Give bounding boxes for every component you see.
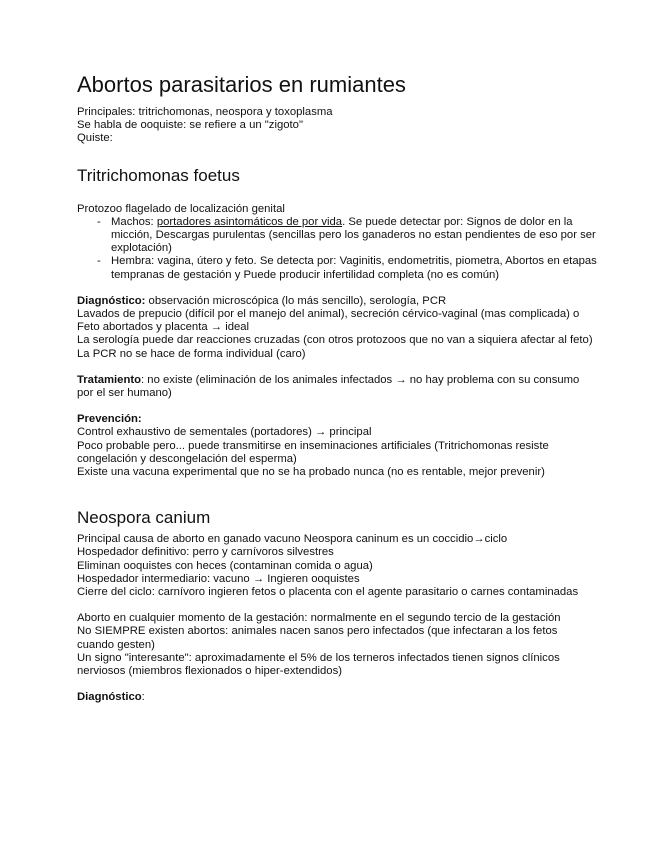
tratamiento-text: : no existe (eliminación de los animales infectados → no hay problema con su consumo por el ser humano) — [77, 373, 580, 400]
serologia-line: La serología puede dar reacciones cruzadas (con otros protozoos que no van a siquiera afectar al feto) — [77, 334, 593, 347]
neospora-diagnostico-label: Diagnóstico — [77, 691, 142, 704]
pcr-line: La PCR no se hace de forma individual (caro) — [77, 347, 306, 360]
vacuna-line: Existe una vacuna experimental que no se ha probado nunca (no es rentable, mejor prevenir) — [77, 466, 545, 479]
signo-interesante-line: Un signo "interesante": aproximadamente el 5% de los terneros infectados tienen signos clínicos nerviosos (miembros flexionados o hiper-extendidos) — [77, 651, 560, 678]
list-item-hembra: - Hembra: vagina, útero y feto. Se detecta por: Vaginitis, endometritis, piometra, Abortos en etapas tempranas de gestación y Puede producir infertilidad completa (no es común) — [77, 255, 597, 281]
tratamiento-line — [77, 374, 597, 400]
section-tritrichomonas-heading: Tritrichomonas foetus — [77, 165, 240, 185]
neospora-line-1: Principal causa de aborto en ganado vacuno Neospora caninum es un coccidio→ciclo — [77, 533, 508, 546]
intro-ooquiste: Se habla de ooquiste: se refiere a un "zigoto" — [77, 119, 303, 132]
no-siempre-line: No SIEMPRE existen abortos: animales nacen sanos pero infectados (que infectaran a los fetos cuando gesten) — [77, 625, 558, 651]
list-item-machos — [77, 216, 597, 256]
machos-underlined: portadores asintomáticos de por vida — [156, 215, 343, 228]
prevencion-label: Prevención: — [77, 413, 142, 426]
protozoo-line: Protozoo flagelado de localización genital — [77, 202, 285, 215]
aborto-momento-line: Aborto en cualquier momento de la gestación: normalmente en el segundo tercio de la gestación — [77, 612, 561, 625]
diagnostico-line — [77, 295, 597, 308]
poco-probable-line: Poco probable pero... puede transmitirse en inseminaciones artificiales (Tritrichomonas resiste congelación y descongelación del esperma) — [77, 439, 549, 465]
document-page — [77, 72, 597, 705]
neospora-line-3: Eliminan ooquistes con heces (contaminan comida o agua) — [77, 559, 373, 572]
section-neospora-heading: Neospora canium — [77, 508, 211, 528]
control-line: Control exhaustivo de sementales (portadores) → principal — [77, 426, 372, 439]
host-list — [77, 216, 597, 282]
machos-suffix: . Se puede detectar por: Signos de dolor en la micción, Descargas purulentas (sencillas pero los ganaderos no estan pendientes de eso por ser explotación) — [111, 215, 596, 255]
neospora-line-2: Hospedador definitivo: perro y carnívoros silvestres — [77, 546, 334, 559]
tratamiento-label: Tratamiento — [77, 373, 142, 386]
neospora-diagnostico-line — [77, 691, 597, 704]
neospora-line-4: Hospedador intermediario: vacuno → Ingieren ooquistes — [77, 572, 360, 585]
diagnostico-text: observación microscópica (lo más sencillo), serología, PCR — [145, 294, 447, 307]
neospora-line-5: Cierre del ciclo: carnívoro ingieren fetos o placenta con el agente parasitario o carnes contaminadas — [77, 586, 579, 599]
lavados-line: Lavados de prepucio (difícil por el manejo del animal), secreción cérvico-vaginal (mas complicada) o Feto abortados y placenta → ideal — [77, 308, 580, 334]
intro-principales: Principales: tritrichomonas, neospora y toxoplasma — [77, 106, 333, 118]
document-title: Abortos parasitarios en rumiantes — [77, 72, 406, 97]
diagnostico-label: Diagnóstico: — [77, 294, 146, 307]
neospora-diagnostico-colon: : — [141, 691, 145, 704]
machos-prefix: Machos: — [111, 215, 157, 228]
intro-quiste: Quiste: — [77, 132, 113, 145]
